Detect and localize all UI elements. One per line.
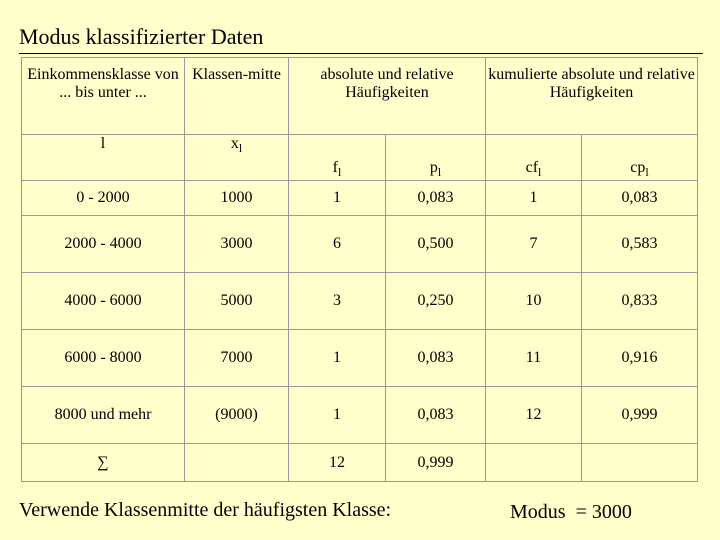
cell-cp: 0,916 (582, 330, 698, 387)
page-title: Modus klassifizierter Daten (19, 24, 264, 49)
modus-result (510, 500, 632, 524)
cell-mid: 7000 (185, 330, 289, 387)
sum-symbol: ∑ (22, 444, 185, 482)
cell-cf: 12 (486, 387, 582, 444)
cell-f: 1 (289, 181, 386, 216)
sum-empty-cf (486, 444, 582, 482)
table-row (22, 216, 698, 273)
symbol-l: l (22, 135, 185, 181)
table-row (22, 273, 698, 330)
cell-p: 0,083 (386, 387, 486, 444)
cell-class: 6000 - 8000 (22, 330, 185, 387)
cell-class: 2000 - 4000 (22, 216, 185, 273)
cell-mid: (9000) (185, 387, 289, 444)
frequency-table (21, 57, 698, 482)
table-row (22, 330, 698, 387)
cell-cp: 0,833 (582, 273, 698, 330)
modus-label: Modus (510, 501, 566, 523)
cell-f: 6 (289, 216, 386, 273)
sum-f: 12 (289, 444, 386, 482)
cell-cp: 0,583 (582, 216, 698, 273)
cell-f: 1 (289, 387, 386, 444)
header-cumulative-frequencies: kumulierte absolute und relative Häufigkeiten (486, 58, 698, 135)
table-row (22, 387, 698, 444)
table-header-row (22, 58, 698, 135)
cell-cp: 0,083 (582, 181, 698, 216)
cell-mid: 5000 (185, 273, 289, 330)
header-income-class: Einkommensklasse von ... bis unter ... (22, 58, 185, 135)
cell-class: 8000 und mehr (22, 387, 185, 444)
cell-class: 0 - 2000 (22, 181, 185, 216)
symbol-cp: $cp_l$ (582, 135, 698, 181)
footer-instruction: Verwende Klassenmitte der häufigsten Klasse: (19, 499, 392, 521)
cell-p: 0,500 (386, 216, 486, 273)
modus-value: = 3000 (575, 501, 632, 523)
symbol-cf: $cf_l$ (486, 135, 582, 181)
table-symbol-row (22, 135, 698, 181)
cell-cf: 11 (486, 330, 582, 387)
sum-p: 0,999 (386, 444, 486, 482)
cell-mid: 3000 (185, 216, 289, 273)
cell-p: 0,250 (386, 273, 486, 330)
sum-empty-mid (185, 444, 289, 482)
cell-f: 1 (289, 330, 386, 387)
header-class-mid: Klassen-mitte (185, 58, 289, 135)
cell-class: 4000 - 6000 (22, 273, 185, 330)
cell-p: 0,083 (386, 330, 486, 387)
symbol-x: $x_l$ (185, 135, 289, 181)
symbol-f: $f_l$ (289, 135, 386, 181)
cell-f: 3 (289, 273, 386, 330)
cell-mid: 1000 (185, 181, 289, 216)
cell-cp: 0,999 (582, 387, 698, 444)
cell-cf: 7 (486, 216, 582, 273)
cell-cf: 1 (486, 181, 582, 216)
sum-empty-cp (582, 444, 698, 482)
cell-p: 0,083 (386, 181, 486, 216)
table-sum-row (22, 444, 698, 482)
title-divider (19, 53, 703, 54)
header-abs-rel-frequencies: absolute und relative Häufigkeiten (289, 58, 486, 135)
table-row (22, 181, 698, 216)
symbol-p: $p_l$ (386, 135, 486, 181)
cell-cf: 10 (486, 273, 582, 330)
